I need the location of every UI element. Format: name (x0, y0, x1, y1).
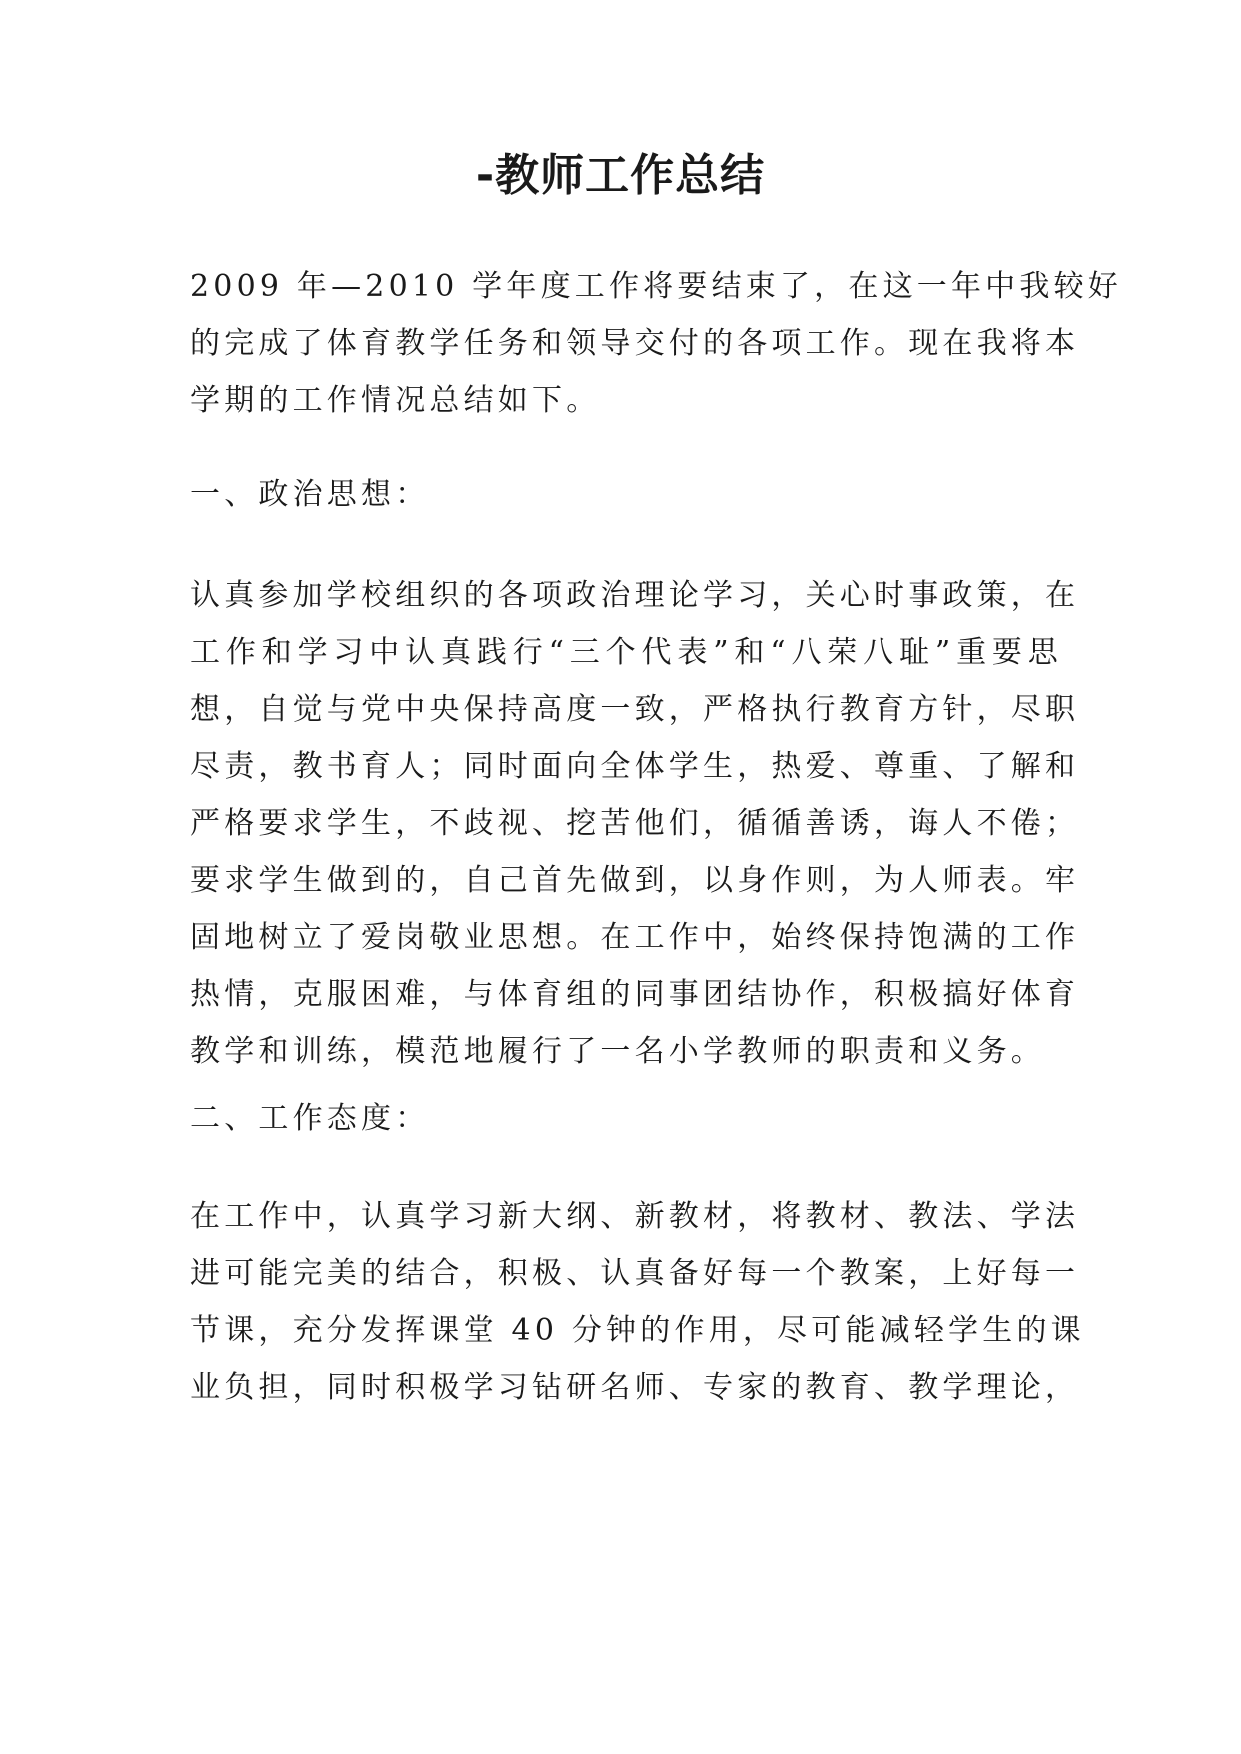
body-line: 想，自觉与党中央保持高度一致，严格执行教育方针，尽职 (190, 692, 1080, 727)
body-line: 进可能完美的结合，积极、认真备好每一个教案，上好每一 (190, 1256, 1080, 1291)
section-heading-text: 二、工作态度： (190, 1101, 430, 1136)
section-body-attitude (190, 1188, 1085, 1416)
body-line: 严格要求学生，不歧视、挖苦他们，循循善诱，诲人不倦； (190, 806, 1080, 841)
section-heading-text: 一、政治思想： (190, 477, 430, 512)
body-line: 工作和学习中认真践行“三个代表”和“八荣八耻”重要思 (190, 635, 1062, 670)
intro-paragraph (190, 258, 1122, 429)
intro-line: 2009 年—2010 学年度工作将要结束了，在这一年中我较好 (190, 269, 1122, 304)
body-line: 热情，克服困难，与体育组的同事团结协作，积极搞好体育 (190, 977, 1080, 1012)
section-heading-attitude (190, 1090, 1062, 1147)
body-line: 业负担，同时积极学习钻研名师、专家的教育、教学理论， (190, 1370, 1080, 1405)
body-line: 教学和训练，模范地履行了一名小学教师的职责和义务。 (190, 1034, 1045, 1069)
body-line: 固地树立了爱岗敬业思想。在工作中，始终保持饱满的工作 (190, 920, 1080, 955)
document-title: -教师工作总结 (475, 150, 766, 201)
body-line: 尽责，教书育人；同时面向全体学生，热爱、尊重、了解和 (190, 749, 1080, 784)
intro-line: 的完成了体育教学任务和领导交付的各项工作。现在我将本 (190, 326, 1080, 361)
body-line: 认真参加学校组织的各项政治理论学习，关心时事政策，在 (190, 578, 1080, 613)
body-line: 要求学生做到的，自己首先做到，以身作则，为人师表。牢 (190, 863, 1080, 898)
body-line: 在工作中，认真学习新大纲、新教材，将教材、教法、学法 (190, 1199, 1080, 1234)
intro-line: 学期的工作情况总结如下。 (190, 383, 601, 418)
body-line: 节课，充分发挥课堂 40 分钟的作用，尽可能减轻学生的课 (190, 1313, 1085, 1348)
section-heading-politics (190, 466, 1062, 523)
section-body-politics (190, 567, 1080, 1080)
